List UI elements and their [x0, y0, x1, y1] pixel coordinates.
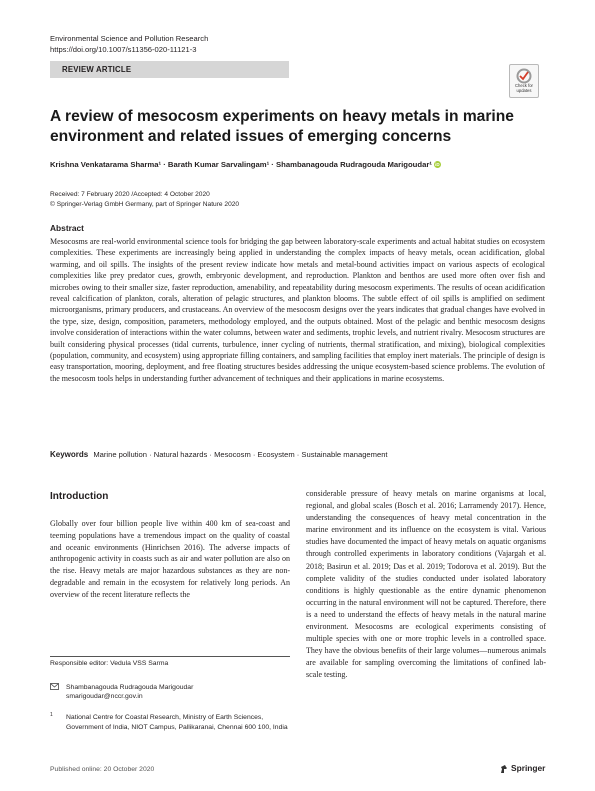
publisher-name: Springer	[511, 763, 546, 773]
responsible-editor: Responsible editor: Vedula VSS Sarma	[50, 660, 169, 667]
copyright-notice: © Springer-Verlag GmbH Germany, part of Springer Nature 2020	[50, 201, 240, 208]
introduction-heading: Introduction	[50, 491, 109, 502]
introduction-right-column: considerable pressure of heavy metals on marine organisms at local, regional, and global scales (Bosch et al. 2016; Larramendy 2017). Hence, understanding the consequences of heavy metal concentration in the marine environment and its influence on the ecosystem is vital. Various studies have documented the impact of heavy metals on aquatic organisms through controlled experiments in laboratory conditions (Vajargah et al. 2018; Basirun et al. 2019; Das et al. 2019; Todorova et al. 2019). But the complete validity of the studies conducted under isolated laboratory conditions is highly questionable as the entire dynamic phenomenon occurring in the natural environment will not be captured. Therefore, there is a need to understand the effects of heavy metals in the natural marine environment. Mesocosms are ecological experiments consisting of multiple species with one or more trophic levels in a controlled space. They have the obvious benefits of their large volumes—numerous animals are available for sampling overcoming the limitations of confined lab-scale testing.	[306, 489, 546, 680]
journal-name: Environmental Science and Pollution Research	[50, 34, 209, 43]
journal-header	[50, 33, 208, 55]
corresponding-author	[50, 683, 290, 702]
springer-horse-icon	[499, 764, 509, 774]
footnote-divider	[50, 656, 290, 657]
affiliation-number: 1	[50, 712, 53, 718]
keywords-list: Marine pollution · Natural hazards · Mesocosm · Ecosystem · Sustainable management	[93, 450, 388, 459]
check-updates-icon	[516, 68, 532, 84]
doi-link[interactable]: https://doi.org/10.1007/s11356-020-11121-3	[50, 45, 197, 54]
publisher-logo	[499, 763, 545, 774]
abstract-heading: Abstract	[50, 223, 84, 233]
article-title: A review of mesocosm experiments on heavy metals in marine environment and related issues of emerging concerns	[50, 108, 514, 145]
orcid-icon[interactable]: iD	[435, 162, 440, 168]
corresponding-author-email[interactable]: smarigoudar@nccr.gov.in	[66, 693, 143, 701]
received-accepted-dates: Received: 7 February 2020 /Accepted: 4 October 2020	[50, 191, 210, 198]
envelope-icon	[50, 683, 59, 693]
keywords-label: Keywords	[50, 450, 89, 459]
check-for-updates-button[interactable]	[509, 64, 539, 98]
introduction-left-column: Globally over four billion people live within 400 km of sea-coast and teeming populations have a tremendous impact on the quality of coastal and oceanic environments (Hinrichsen 2016). The adverse impacts of anthropogenic activity in coasts such as air and water pollution are also on the rise. Heavy metals are major hazardous substances as they are non-degradable and remain in the ecosystem for relatively long periods. An overview of the recent literature reflects the	[50, 519, 290, 599]
check-updates-label: Check for updates	[515, 83, 533, 93]
corresponding-author-name: Shambanagouda Rudragouda Marigoudar	[66, 684, 194, 691]
article-type-badge: REVIEW ARTICLE	[50, 61, 289, 78]
author-list	[50, 160, 441, 169]
authors-text: Krishna Venkatarama Sharma¹ · Barath Kumar Sarvalingam¹ · Shambanagouda Rudragouda Marigoudar¹	[50, 160, 432, 169]
publication-dates	[50, 190, 239, 210]
abstract-text: Mesocosms are real-world environmental science tools for bridging the gap between laboratory-scale experiments and actual habitat studies on ecosystem complexities. These experiments are increasingly being applied in understanding the complex impacts of heavy metals, ocean acidification, global warming, and oil spills. The insights of the present review indicate how metals and metal-bound activities impact on various aspects of ecological complexities like prey predator cues, growth, embryonic development, and reproduction. Plankton and benthos are used more often over fish and microbes owing to their smaller size, faster reproduction, amenability, and repeatability during mesocosm experiments. The results of ocean acidification reveal calcification of plankton, corals, alteration of pelagic structures, and plankton blooms. The subtle effect of oil spills is amplified on sediment microorganisms, primary producers, and crustaceans. An overview of the mesocosm designs over the years indicates that gradual changes have evolved in the type, size, design, composition, parameters, methodology employed, and the outputs obtained. Most of the pelagic and benthic mesocosm designs involve consideration of interactions within the water columns, between water and sediments, trophic levels, and nutrient rivalry. Mesocosm structures are built considering physical processes (tidal currents, turbulence, inner cycling of nutrients, thermal stratification, and mixing), biological complexities (population, community, and ecosystem) using appropriate filling containers, and sampling facilities that employ inert materials. The principle of design is easy transportation, mooring, deployment, and free floating structures besides addressing the unique ecosystem-based science problems. The evolution of the mesocosm tools helps in understanding further advancement of techniques and their applications in marine ecosystems.	[50, 237, 545, 383]
affiliation	[50, 713, 290, 732]
keywords	[50, 450, 388, 459]
published-online: Published online: 20 October 2020	[50, 766, 155, 773]
affiliation-text: National Centre for Coastal Research, Ministry of Earth Sciences, Government of India, NIOT Campus, Pallikaranai, Chennai 600 100, India	[66, 714, 288, 731]
